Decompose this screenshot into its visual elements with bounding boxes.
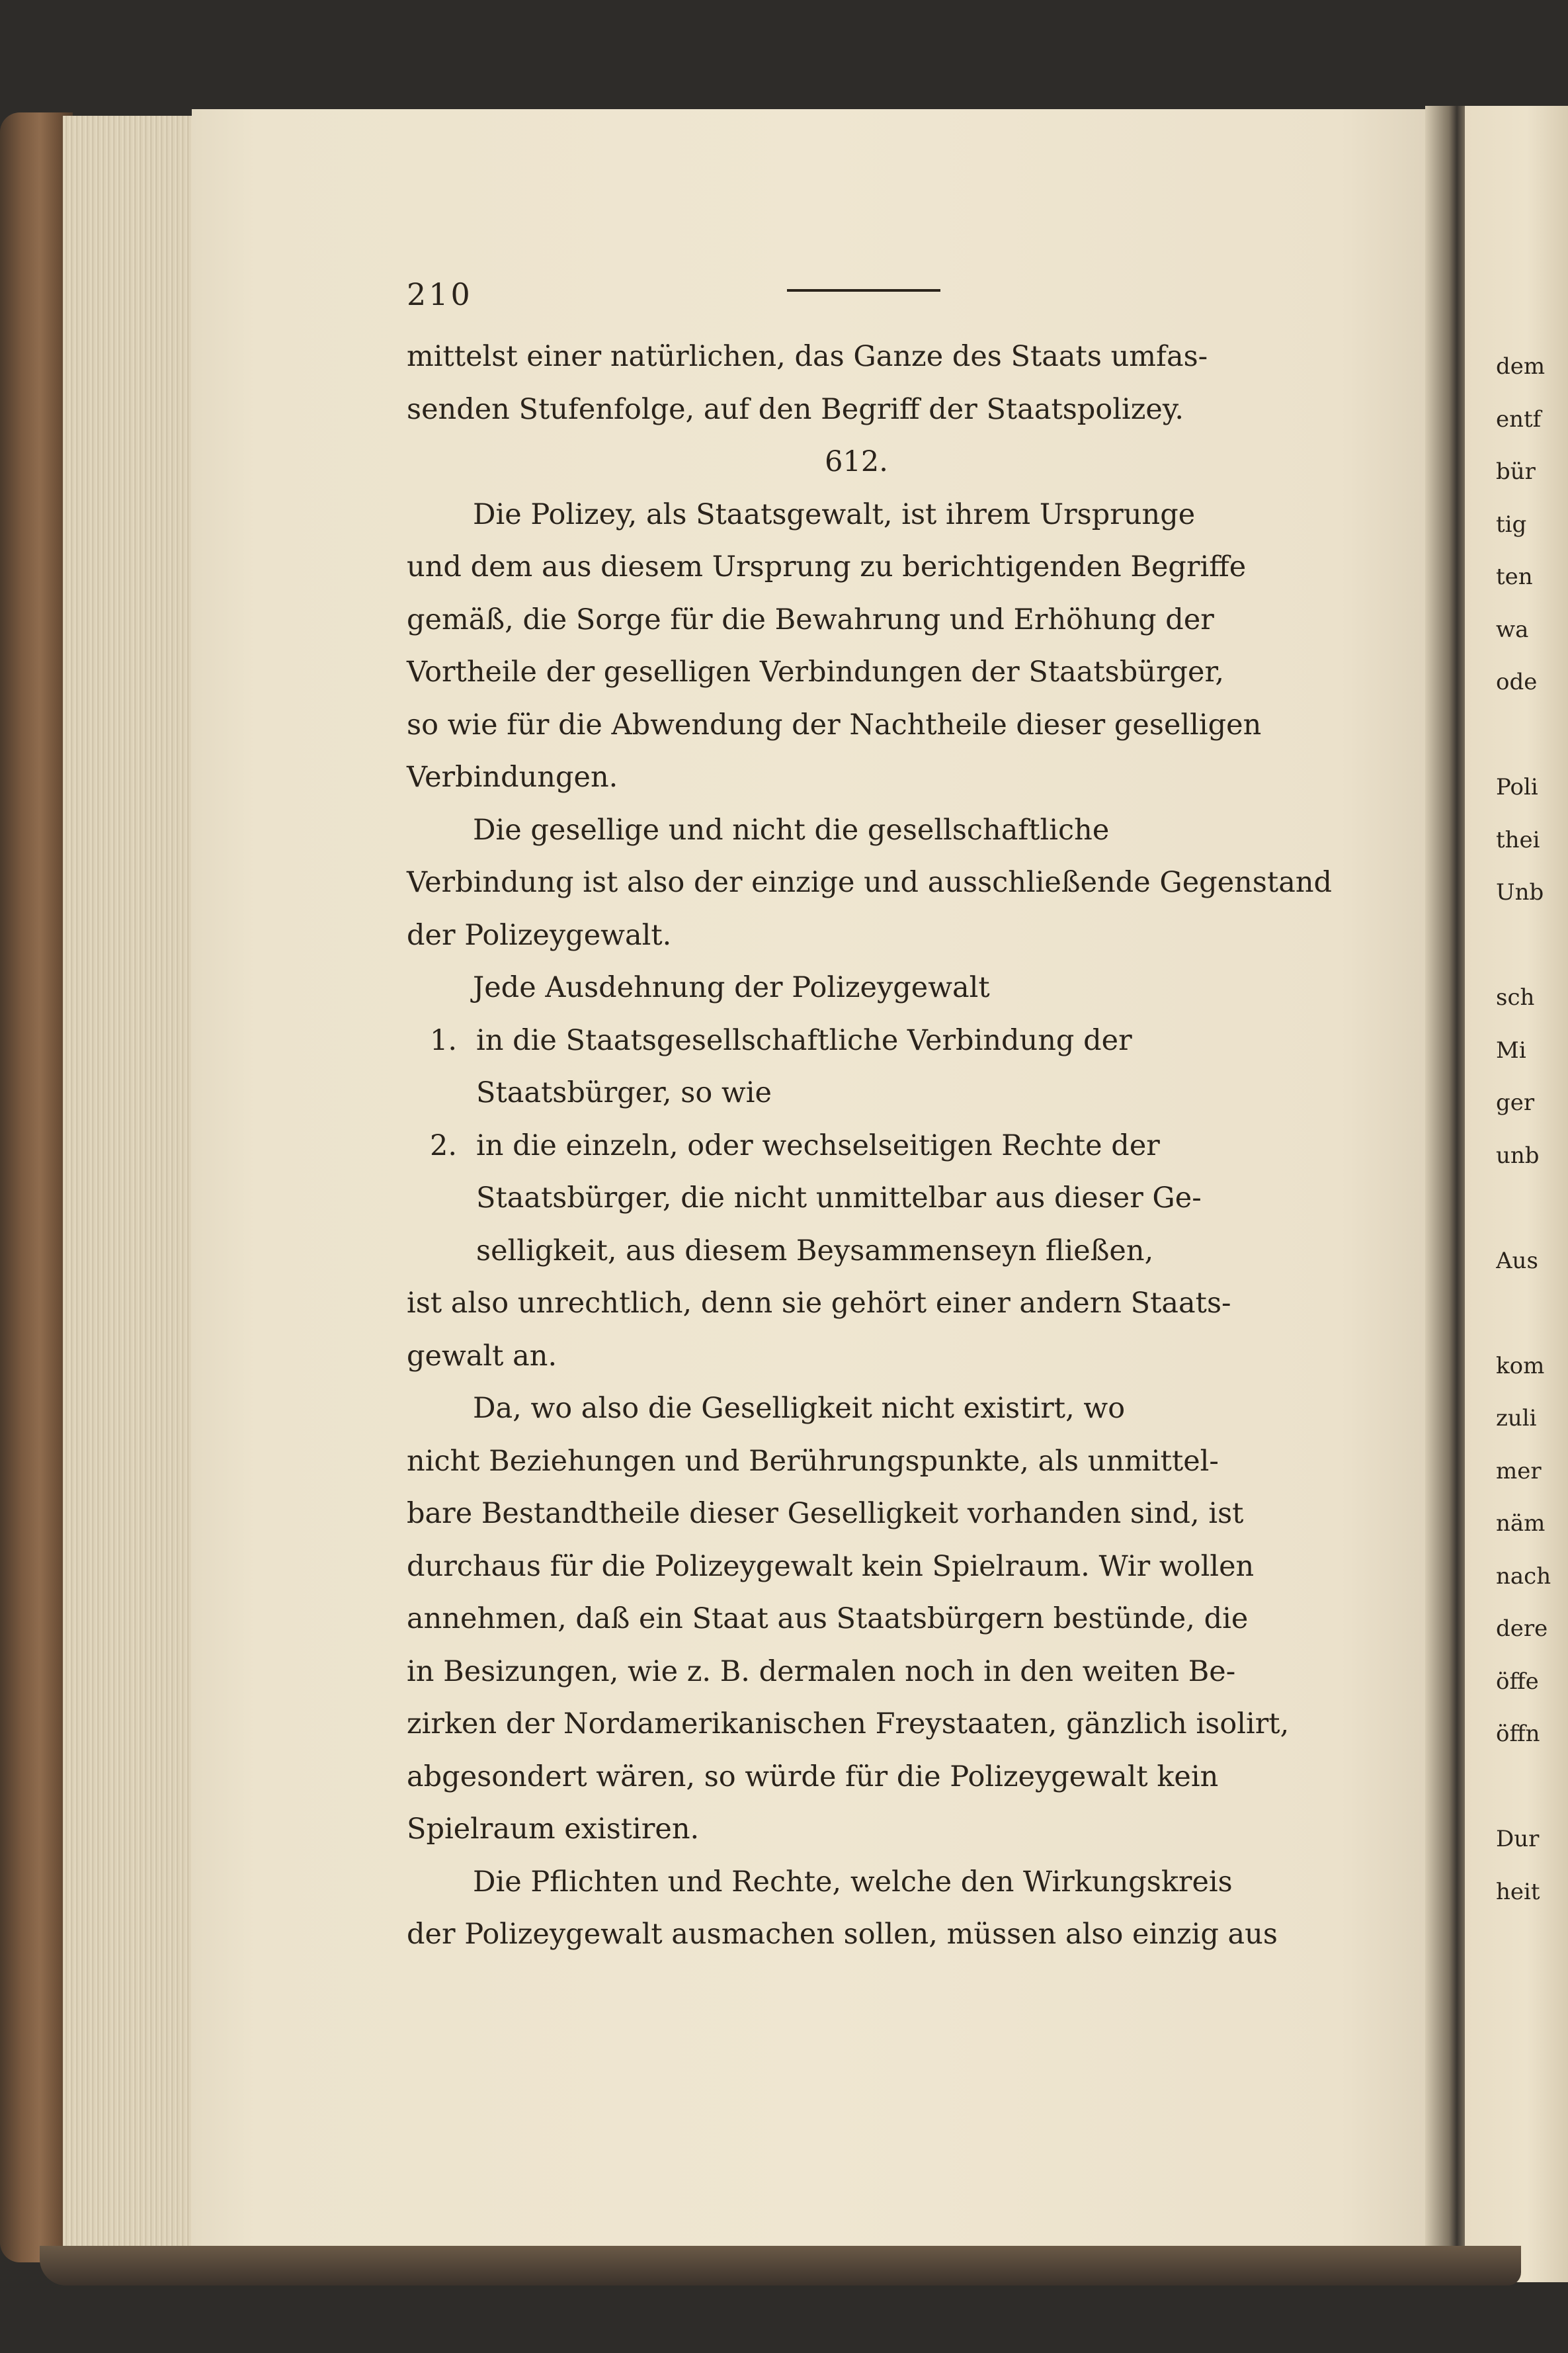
- text-line: Verbindungen.: [407, 761, 618, 794]
- text-line: der Polizeygewalt ausmachen sollen, müssen also einzig aus: [407, 1918, 1278, 1951]
- facing-line: dere: [1496, 1615, 1548, 1642]
- text-line: durchaus für die Polizeygewalt kein Spielraum. Wir wollen: [407, 1549, 1255, 1583]
- page-number: 210: [407, 277, 473, 312]
- text-line: gewalt an.: [407, 1339, 557, 1373]
- facing-line: mer: [1496, 1457, 1542, 1484]
- facing-line: [1496, 1761, 1568, 1814]
- section-number: 612.: [825, 445, 888, 478]
- facing-line: entf: [1496, 406, 1542, 433]
- header-rule: [787, 289, 940, 292]
- list-item: [407, 1015, 1306, 1068]
- facing-line: öffe: [1496, 1668, 1539, 1695]
- facing-line: sch: [1496, 984, 1535, 1011]
- text-line: in die einzeln, oder wechselseitigen Rechte der: [476, 1129, 1160, 1162]
- facing-line: ode: [1496, 669, 1538, 695]
- facing-line: kom: [1496, 1352, 1545, 1379]
- book-binding: [0, 112, 73, 2262]
- facing-line: Aus: [1496, 1247, 1538, 1274]
- facing-line: thei: [1496, 826, 1540, 853]
- text-line: Staatsbürger, die nicht unmittelbar aus dieser Ge-: [476, 1181, 1202, 1215]
- text-line: Verbindung ist also der einzige und ausschließende Gegenstand: [407, 866, 1333, 899]
- text-line: in Besizungen, wie z. B. dermalen noch in den weiten Be-: [407, 1654, 1236, 1688]
- facing-line: näm: [1496, 1510, 1546, 1537]
- text-line: annehmen, daß ein Staat aus Staatsbürgern bestünde, die: [407, 1602, 1249, 1635]
- facing-line: [1496, 709, 1568, 762]
- text-line: abgesondert wären, so würde für die Polizeygewalt kein: [407, 1760, 1219, 1793]
- text-line: nicht Beziehungen und Berührungspunkte, als unmittel-: [407, 1444, 1219, 1478]
- text-line: mittelst einer natürlichen, das Ganze des Staats umfas-: [407, 340, 1208, 373]
- text-line: und dem aus diesem Ursprung zu berichtigenden Begriffe: [407, 550, 1247, 583]
- text-line: Spielraum existiren.: [407, 1813, 700, 1846]
- facing-line: zuli: [1496, 1405, 1537, 1432]
- facing-line: wa: [1496, 616, 1529, 643]
- facing-line: [1496, 1182, 1568, 1235]
- facing-line: öffn: [1496, 1721, 1540, 1747]
- text-line: ist also unrechtlich, denn sie gehört einer andern Staats-: [407, 1287, 1231, 1320]
- text-line: in die Staatsgesellschaftliche Verbindung der: [476, 1023, 1132, 1057]
- text-line: so wie für die Abwendung der Nachtheile dieser geselligen: [407, 708, 1262, 742]
- text-line: bare Bestandtheile dieser Geselligkeit vorhanden sind, ist: [407, 1497, 1244, 1530]
- text-line: Vortheile der geselligen Verbindungen der Staatsbürger,: [407, 656, 1224, 689]
- facing-line: heit: [1496, 1878, 1540, 1905]
- facing-line: ger: [1496, 1090, 1535, 1116]
- facing-line: Unb: [1496, 879, 1544, 906]
- facing-line: ten: [1496, 564, 1533, 590]
- item-number: 1.: [430, 1023, 458, 1057]
- facing-line: Poli: [1496, 774, 1538, 800]
- body-text: [407, 331, 1333, 1961]
- facing-line: dem: [1496, 353, 1546, 380]
- facing-line: [1496, 920, 1568, 972]
- facing-line: tig: [1496, 511, 1527, 538]
- text-line: selligkeit, aus diesem Beysammenseyn fließen,: [476, 1234, 1154, 1267]
- text-line: der Polizeygewalt.: [407, 918, 672, 952]
- facing-line: nach: [1496, 1562, 1551, 1590]
- facing-line: Dur: [1496, 1826, 1540, 1852]
- facing-line: bür: [1496, 458, 1536, 485]
- text-line: Die Polizey, als Staatsgewalt, ist ihrem Ursprunge: [473, 497, 1196, 531]
- text-line: zirken der Nordamerikanischen Freystaaten, gänzlich isolirt,: [407, 1707, 1290, 1740]
- facing-line: [1496, 1287, 1568, 1340]
- text-line: Die Pflichten und Rechte, welche den Wirkungskreis: [473, 1865, 1233, 1899]
- binding-bottom: [40, 2246, 1521, 2286]
- text-line: Da, wo also die Geselligkeit nicht existirt, wo: [473, 1392, 1126, 1425]
- text-line: gemäß, die Sorge für die Bewahrung und Erhöhung der: [407, 603, 1214, 636]
- facing-page-text: [1496, 341, 1568, 1918]
- facing-line: Mi: [1496, 1037, 1526, 1064]
- text-line: senden Stufenfolge, auf den Begriff der Staatspolizey.: [407, 392, 1184, 426]
- facing-line: unb: [1496, 1142, 1540, 1169]
- text-line: Staatsbürger, so wie: [476, 1076, 772, 1109]
- text-line: Jede Ausdehnung der Polizeygewalt: [473, 971, 990, 1004]
- list-item: [407, 1120, 1306, 1173]
- page-edges: [63, 116, 195, 2252]
- text-line: Die gesellige und nicht die gesellschaftliche: [473, 813, 1110, 847]
- item-number: 2.: [430, 1129, 458, 1162]
